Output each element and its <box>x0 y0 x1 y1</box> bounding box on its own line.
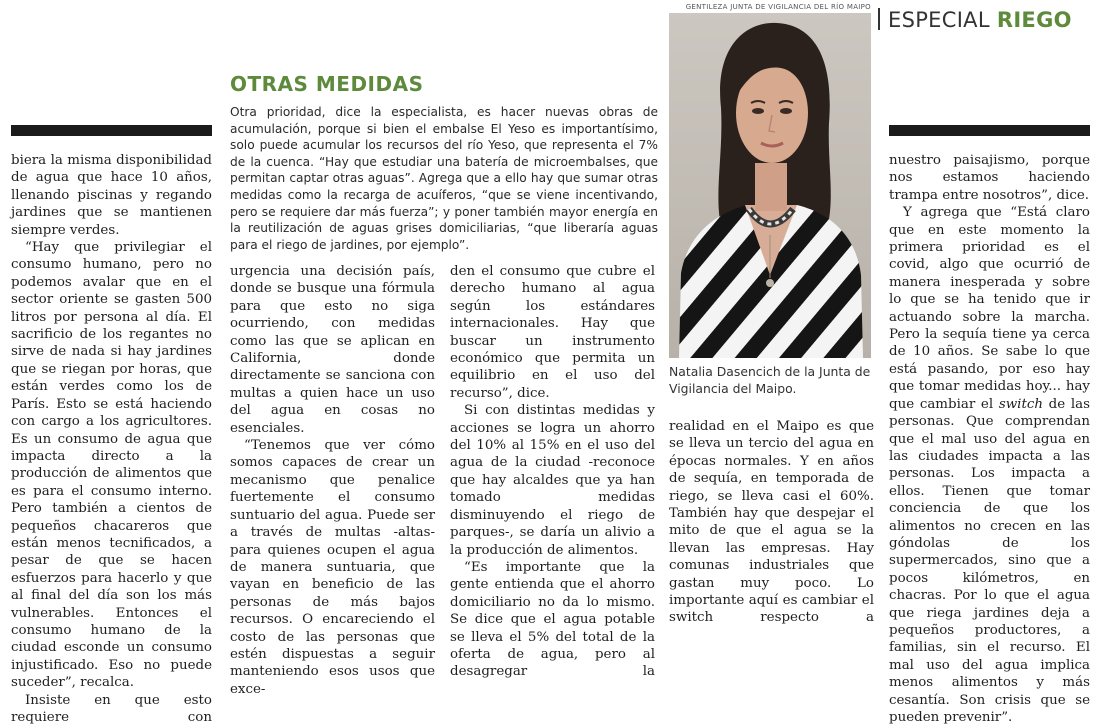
paragraph: realidad en el Maipo es que se lleva un tercio del agua en épocas normales. Y en años de sequía, en temporada de riego, se lleva casi el 60%. También hay que despejar el mito de que el agua se la llevan las empresas. Hay comunas industriales que gastan muy poco. Lo importante aquí es cambiar el switch respecto a <box>669 419 874 626</box>
article-column-3 <box>450 263 655 681</box>
article-column-1 <box>11 152 212 726</box>
intro-paragraph <box>230 104 658 253</box>
column-rule-right <box>889 125 1090 136</box>
article-column-2 <box>230 263 435 698</box>
paragraph: den el consumo que cubre el derecho humano al agua según los estándares internacionales. Hay que buscar un instrumento económico que permita un equilibrio en el uso del recurso”, dice. <box>450 264 655 401</box>
paragraph: nuestro paisajismo, porque nos estamos haciendo trampa entre nosotros”, dice. <box>889 153 1090 203</box>
article-column-5 <box>889 152 1090 726</box>
subheading: OTRAS MEDIDAS <box>230 72 424 96</box>
paragraph: “Hay que privilegiar el consumo humano, pero no podemos avalar que en el sector oriente se gasten 500 litros por persona al día. El sacrificio de los regantes no sirve de nada si hay jardines que se riegan por horas, que están verdes como los de París. Esto se está haciendo con cargo a los agricultores. Es un consumo de agua que impacta directo a la producción de alimentos que es para el consumo interno. Pero también a cientos de pequeños chacareros que están menos tecnificados, a pesar de que se hacen esfuerzos para hacerlo y que al final del día son los más vulnerables. Entonces el consumo humano de la ciudad esconde un consumo injustificado. Eso no puede suceder”, recalca. <box>11 240 212 691</box>
paragraph: “Es importante que la gente entienda que el ahorro domiciliario no da lo mismo. Se dice que el agua potable se lleva el 5% del total de la oferta de agua, pero al desagregar la <box>450 559 655 680</box>
section-header <box>878 8 1072 32</box>
paragraph: urgencia una decisión país, donde se busque una fórmula para que esto no siga ocurriendo, con medidas como las que se aplican en California, donde directamente se sanciona con multas a quien hace un uso del agua en cosas no esenciales. <box>230 264 435 436</box>
intro-text: Otra prioridad, dice la especialista, es hacer nuevas obras de acumulación, porque si bien el embalse El Yeso es importantísimo, solo puede acumular los recursos del río Yeso, que representa el 7% de la cuenca. “Hay que estudiar una batería de microembalses, que permitan captar otras aguas”. Agrega que a ello hay que sumar otras medidas como la recarga de acuíferos, “que se viene incentivando, pero se requiere dar más fuerza”; y poner también mayor energía en la reutilización de aguas grises domiciliarias, “que liberaría aguas para el riego de jardines, por ejemplo”. <box>230 105 658 252</box>
paragraph: Insiste en que esto requiere con <box>11 692 212 725</box>
paragraph: “Tenemos que ver cómo somos capaces de crear un mecanismo que penalice fuertemente el consumo suntuario del agua. Puede ser a través de multas -altas- para quienes ocupen el agua de manera suntuaria, que vayan en beneficio de las personas de más bajos recursos. O encareciendo el costo de las personas que estén dispuestas a seguir manteniendo esos usos que exce- <box>230 438 435 697</box>
photo-credit: GENTILEZA JUNTA DE VIGILANCIA DEL RÍO MAIPO <box>685 3 871 11</box>
paragraph-text: de las personas. Que comprendan que el mal uso del agua en las ciudades impacta a las personas. Los impacta a ellos. Tienen que tomar conciencia de que los alimentos no crecen en las góndolas de los supermercados, sino que a pocos kilómetros, en chacras. Por lo que el agua que riega jardines deja a pequeños productores, a familias, sin el recurso. El mal uso del agua implica menos alimentos y más cesantía. Son crisis que se pueden prevenir”. <box>889 396 1090 725</box>
photo-caption: Natalia Dasencich de la Junta de Vigilancia del Maipo. <box>669 364 871 396</box>
paragraph: biera la misma disponibilidad de agua que hace 10 años, llenando piscinas y regando jardines que se mantienen siempre verdes. <box>11 153 212 238</box>
emphasis-switch: switch <box>998 396 1043 412</box>
article-column-4 <box>669 418 874 627</box>
paragraph: Si con distintas medidas y acciones se logra un ahorro del 10% al 15% en el uso del agua de la ciudad -reconoce que hay alcaldes que ya han tomado medidas disminuyendo el riego de parques-, se daría un alivio a la producción de alimentos. <box>450 403 655 558</box>
portrait-illustration <box>669 13 871 358</box>
paragraph <box>889 204 1090 726</box>
portrait-photo <box>669 13 871 358</box>
section-divider <box>878 8 880 30</box>
section-label: ESPECIAL <box>888 8 990 32</box>
section-topic: RIEGO <box>996 8 1072 32</box>
paragraph-text: Y agrega que “Está claro que en este momento la primera prioridad es el covid, algo que ocurrió de manera inesperada y sobre lo que se ha tenido que ir actuando sobre la marcha. Pero la sequía tiene ya cerca de 10 años. Se sabe lo que está pasando, por eso hay que tomar medidas hoy... hay que cambiar el <box>889 205 1090 412</box>
column-rule-left <box>11 125 212 136</box>
